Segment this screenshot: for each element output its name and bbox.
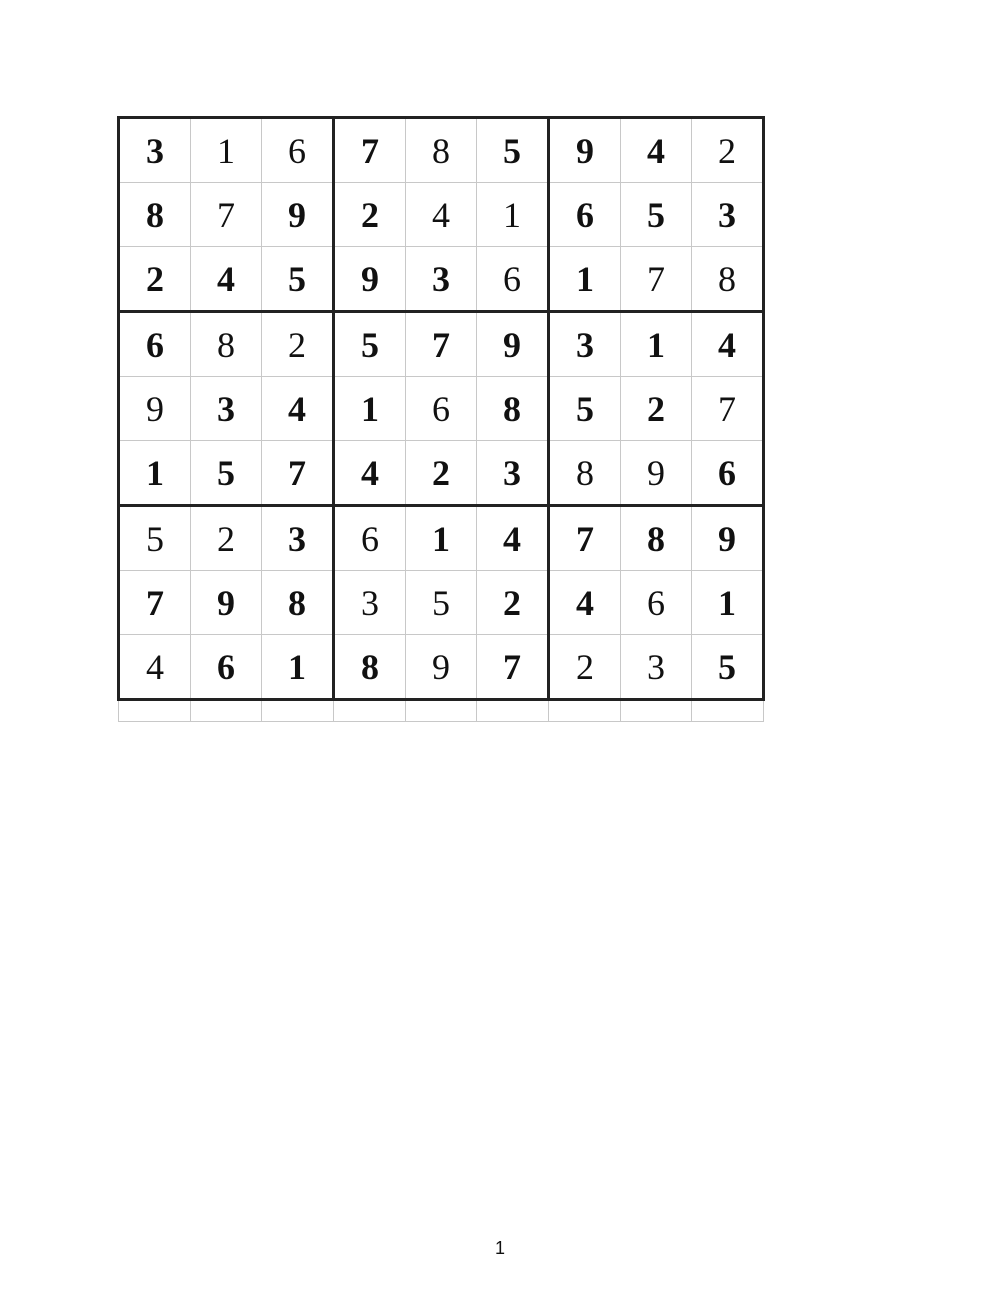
- sudoku-cell: 2: [621, 377, 692, 441]
- sudoku-cell: 3: [406, 247, 477, 312]
- sudoku-cell: 2: [191, 506, 262, 571]
- sudoku-cell: 8: [334, 635, 406, 700]
- sudoku-cell: 3: [334, 571, 406, 635]
- sudoku-cell: 2: [477, 571, 549, 635]
- sudoku-cell: 7: [119, 571, 191, 635]
- sudoku-row: [119, 506, 764, 571]
- sudoku-cell: 9: [406, 635, 477, 700]
- sudoku-cell: 1: [191, 118, 262, 183]
- empty-grid-cell: [549, 700, 621, 722]
- sudoku-grid: [117, 116, 765, 722]
- sudoku-cell: 1: [406, 506, 477, 571]
- sudoku-cell: 2: [406, 441, 477, 506]
- sudoku-cell: 9: [191, 571, 262, 635]
- sudoku-cell: 3: [119, 118, 191, 183]
- sudoku-cell: 5: [477, 118, 549, 183]
- sudoku-cell: 7: [334, 118, 406, 183]
- sudoku-cell: 6: [262, 118, 334, 183]
- sudoku-row: [119, 183, 764, 247]
- sudoku-cell: 6: [406, 377, 477, 441]
- sudoku-row: [119, 635, 764, 700]
- sudoku-cell: 6: [477, 247, 549, 312]
- sudoku-cell: 1: [549, 247, 621, 312]
- sudoku-cell: 1: [692, 571, 764, 635]
- sudoku-row: [119, 247, 764, 312]
- sudoku-cell: 7: [191, 183, 262, 247]
- empty-grid-cell: [191, 700, 262, 722]
- sudoku-cell: 3: [191, 377, 262, 441]
- sudoku-cell: 6: [549, 183, 621, 247]
- sudoku-cell: 7: [621, 247, 692, 312]
- sudoku-cell: 6: [119, 312, 191, 377]
- empty-grid-cell: [119, 700, 191, 722]
- empty-grid-cell: [692, 700, 764, 722]
- sudoku-cell: 4: [549, 571, 621, 635]
- sudoku-cell: 1: [477, 183, 549, 247]
- sudoku-cell: 1: [262, 635, 334, 700]
- sudoku-cell: 9: [119, 377, 191, 441]
- sudoku-cell: 6: [692, 441, 764, 506]
- empty-grid-row: [119, 700, 764, 722]
- sudoku-cell: 5: [621, 183, 692, 247]
- sudoku-cell: 5: [692, 635, 764, 700]
- sudoku-cell: 3: [262, 506, 334, 571]
- sudoku-cell: 4: [334, 441, 406, 506]
- sudoku-cell: 3: [692, 183, 764, 247]
- page-number: 1: [494, 1238, 505, 1258]
- sudoku-cell: 5: [406, 571, 477, 635]
- sudoku-cell: 7: [692, 377, 764, 441]
- sudoku-cell: 6: [334, 506, 406, 571]
- sudoku-cell: 5: [334, 312, 406, 377]
- sudoku-cell: 7: [406, 312, 477, 377]
- sudoku-cell: 3: [549, 312, 621, 377]
- sudoku-cell: 9: [549, 118, 621, 183]
- sudoku-cell: 9: [477, 312, 549, 377]
- sudoku-cell: 8: [262, 571, 334, 635]
- sudoku-cell: 2: [334, 183, 406, 247]
- sudoku-cell: 3: [621, 635, 692, 700]
- sudoku-cell: 8: [692, 247, 764, 312]
- sudoku-cell: 4: [621, 118, 692, 183]
- sudoku-cell: 2: [692, 118, 764, 183]
- sudoku-cell: 4: [119, 635, 191, 700]
- sudoku-cell: 6: [191, 635, 262, 700]
- sudoku-cell: 1: [119, 441, 191, 506]
- empty-grid-cell: [621, 700, 692, 722]
- sudoku-cell: 8: [549, 441, 621, 506]
- sudoku-cell: 4: [262, 377, 334, 441]
- sudoku-row: [119, 441, 764, 506]
- sudoku-cell: 4: [191, 247, 262, 312]
- sudoku-cell: 7: [477, 635, 549, 700]
- sudoku-cell: 8: [621, 506, 692, 571]
- sudoku-cell: 5: [262, 247, 334, 312]
- sudoku-cell: 5: [119, 506, 191, 571]
- empty-grid-cell: [406, 700, 477, 722]
- sudoku-row: [119, 571, 764, 635]
- sudoku-cell: 4: [692, 312, 764, 377]
- sudoku-cell: 8: [477, 377, 549, 441]
- sudoku-cell: 1: [334, 377, 406, 441]
- sudoku-cell: 9: [334, 247, 406, 312]
- sudoku-cell: 9: [621, 441, 692, 506]
- sudoku-row: [119, 118, 764, 183]
- sudoku-cell: 1: [621, 312, 692, 377]
- sudoku-cell: 2: [549, 635, 621, 700]
- empty-grid-cell: [262, 700, 334, 722]
- empty-grid-cell: [477, 700, 549, 722]
- sudoku-cell: 4: [406, 183, 477, 247]
- sudoku-cell: 4: [477, 506, 549, 571]
- empty-grid-cell: [334, 700, 406, 722]
- sudoku-cell: 9: [262, 183, 334, 247]
- sudoku-row: [119, 312, 764, 377]
- sudoku-cell: 8: [406, 118, 477, 183]
- sudoku-cell: 8: [191, 312, 262, 377]
- sudoku-cell: 2: [262, 312, 334, 377]
- sudoku-cell: 2: [119, 247, 191, 312]
- sudoku-cell: 9: [692, 506, 764, 571]
- sudoku-row: [119, 377, 764, 441]
- sudoku-cell: 3: [477, 441, 549, 506]
- sudoku-cell: 5: [191, 441, 262, 506]
- sudoku-cell: 8: [119, 183, 191, 247]
- sudoku-cell: 7: [549, 506, 621, 571]
- sudoku-cell: 5: [549, 377, 621, 441]
- sudoku-cell: 6: [621, 571, 692, 635]
- sudoku-cell: 7: [262, 441, 334, 506]
